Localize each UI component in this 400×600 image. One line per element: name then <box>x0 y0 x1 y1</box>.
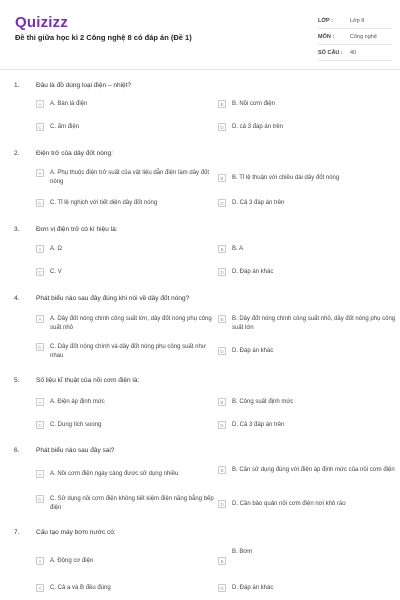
option-text: B. Cần sử dụng đúng với điện áp định mức của nồi cơm điện <box>232 467 395 473</box>
option-text: A. Điện áp định mức <box>50 399 105 405</box>
option-a[interactable] <box>36 169 216 186</box>
option-a[interactable] <box>36 245 216 254</box>
option-letter-box: C <box>36 123 44 131</box>
option-letter-box: D <box>218 584 226 592</box>
option-text: D. cả 3 đáp án trên <box>232 124 284 130</box>
option-a[interactable] <box>36 470 216 479</box>
option-text: C. Sử dụng nồi cơm điện không tiết kiệm điện năng bằng bếp điện <box>50 496 214 511</box>
option-text: C. Dây đốt nóng chính và dây đốt nóng phụ công suất như nhau <box>50 344 206 359</box>
option-c[interactable] <box>36 495 216 512</box>
option-c[interactable] <box>36 421 216 430</box>
option-text: C. Dung tích soong <box>50 422 102 428</box>
option-letter-box: A <box>36 557 44 565</box>
option-d[interactable] <box>218 421 398 430</box>
option-a[interactable] <box>36 315 216 332</box>
question-number: 5. <box>14 377 20 384</box>
meta-key: MÔN : <box>318 33 335 40</box>
option-text: B. Tỉ lệ thuận với chiều dài dây đốt nóng <box>232 175 340 181</box>
option-letter-box: C <box>36 268 44 276</box>
meta-row-count <box>318 45 392 61</box>
quizizz-logo: Quizizz <box>15 14 69 31</box>
option-text: A. Phụ thuộc điện trở suất của vật liệu dẫn điện làm dây đốt nóng <box>50 170 210 185</box>
option-d[interactable] <box>218 123 398 132</box>
option-b[interactable] <box>218 548 398 565</box>
question-text: Cấu tạo máy bơm nước có: <box>36 529 116 536</box>
question-text: Đâu là đồ dùng loại điện – nhiệt? <box>36 82 132 89</box>
option-letter-box: B <box>218 174 226 182</box>
option-b[interactable] <box>218 100 398 109</box>
meta-row-class <box>318 13 392 29</box>
question-text: Phát biểu nào sau đây sai? <box>36 447 115 454</box>
option-letter-box: D <box>218 421 226 429</box>
option-b[interactable] <box>218 315 398 332</box>
option-d[interactable] <box>218 347 398 356</box>
question-number: 1. <box>14 82 20 89</box>
option-text: A. Ω <box>50 246 62 252</box>
option-text: D. Cần bảo quản nồi cơm điện nơi khô ráo <box>232 501 346 507</box>
option-a[interactable] <box>36 398 216 407</box>
option-text: D. Cả 3 đáp án trên <box>232 422 285 428</box>
meta-value: Công nghệ <box>350 33 377 40</box>
question-number: 7. <box>14 529 20 536</box>
option-letter-box: C <box>36 199 44 207</box>
option-b[interactable] <box>218 245 398 254</box>
option-letter-box: B <box>218 398 226 406</box>
option-c[interactable] <box>36 584 216 593</box>
option-letter-box: C <box>36 495 44 503</box>
option-d[interactable] <box>218 584 398 593</box>
option-d[interactable] <box>218 268 398 277</box>
option-text: B. Nồi cơm điện <box>232 101 275 107</box>
meta-value: 40 <box>350 49 357 56</box>
option-c[interactable] <box>36 123 216 132</box>
option-letter-box: D <box>218 199 226 207</box>
option-letter-box: A <box>36 398 44 406</box>
meta-key: SỐ CÂU : <box>318 49 343 56</box>
option-a[interactable] <box>36 557 216 566</box>
question-number: 6. <box>14 447 20 454</box>
option-text: C. Cả a và B đều đúng <box>50 585 111 591</box>
question-text: Số liệu kĩ thuật của nồi cơm điện là: <box>36 377 140 384</box>
question-number: 4. <box>14 295 20 302</box>
meta-row-subject <box>318 29 392 45</box>
option-text: C. Tỉ lệ nghịch với tiết diện dây đốt nóng <box>50 200 158 206</box>
exam-title: Đề thi giữa học kì 2 Công nghệ 8 có đáp án (Đề 1) <box>15 33 192 42</box>
worksheet-header <box>0 0 400 70</box>
option-b[interactable] <box>218 174 398 183</box>
option-letter-box: A <box>36 470 44 478</box>
option-letter-box: A <box>36 315 44 323</box>
option-letter-box: A <box>36 100 44 108</box>
question-text: Đơn vị điện trở có kí hiệu là: <box>36 226 118 233</box>
option-letter-box: B <box>218 466 226 474</box>
option-text: B. Dây đốt nóng chính công suất nhỏ, dây đốt nóng phụ công suất lớn <box>232 316 396 331</box>
option-letter-box: D <box>218 123 226 131</box>
option-c[interactable] <box>36 199 216 208</box>
option-a[interactable] <box>36 100 216 109</box>
option-letter-box: A <box>36 245 44 253</box>
option-letter-box: B <box>218 245 226 253</box>
option-b[interactable] <box>218 466 398 475</box>
option-text: A. Bàn là điện <box>50 101 88 107</box>
option-text: A. Nồi cơm điện ngày càng được sử dụng nhiều <box>50 471 179 477</box>
question-number: 3. <box>14 226 20 233</box>
option-text: A. Động cơ điện <box>50 558 94 564</box>
option-letter-box: B <box>218 315 226 323</box>
question-text: Điện trở của dây đốt nóng: <box>36 150 113 157</box>
option-letter-box: B <box>218 100 226 108</box>
option-letter-box: C <box>36 343 44 351</box>
option-text: D. Cả 3 đáp án trên <box>232 200 285 206</box>
option-text: D. Đáp án khác <box>232 585 274 591</box>
option-letter-box: A <box>36 169 44 177</box>
option-letter-box: D <box>218 347 226 355</box>
option-d[interactable] <box>218 199 398 208</box>
option-letter-box: B <box>218 557 226 565</box>
option-letter-box: C <box>36 421 44 429</box>
option-text: B. A <box>232 246 244 252</box>
option-c[interactable] <box>36 268 216 277</box>
option-d[interactable] <box>218 500 398 509</box>
meta-value: Lớp 8 <box>350 17 365 24</box>
option-text: C. ấm điện <box>50 124 80 130</box>
meta-table <box>318 13 392 61</box>
option-letter-box: D <box>218 268 226 276</box>
option-text: B. Bơm <box>232 549 253 555</box>
option-text: D. Đáp án khác <box>232 269 274 275</box>
option-letter-box: C <box>36 584 44 592</box>
question-text: Phát biểu nào sau đây đúng khi nói về dây đốt nóng? <box>36 295 190 302</box>
option-text: B. Công suất định mức <box>232 399 294 405</box>
option-b[interactable] <box>218 398 398 407</box>
option-text: A. Dây đốt nóng chính công suất lớn, dây đốt nóng phụ công suất nhỏ <box>50 316 212 331</box>
option-text: C. V <box>50 269 62 275</box>
option-text: D. Đáp án khác <box>232 348 274 354</box>
question-number: 2. <box>14 150 20 157</box>
option-letter-box: D <box>218 500 226 508</box>
option-c[interactable] <box>36 343 216 360</box>
meta-key: LỚP : <box>318 17 333 24</box>
